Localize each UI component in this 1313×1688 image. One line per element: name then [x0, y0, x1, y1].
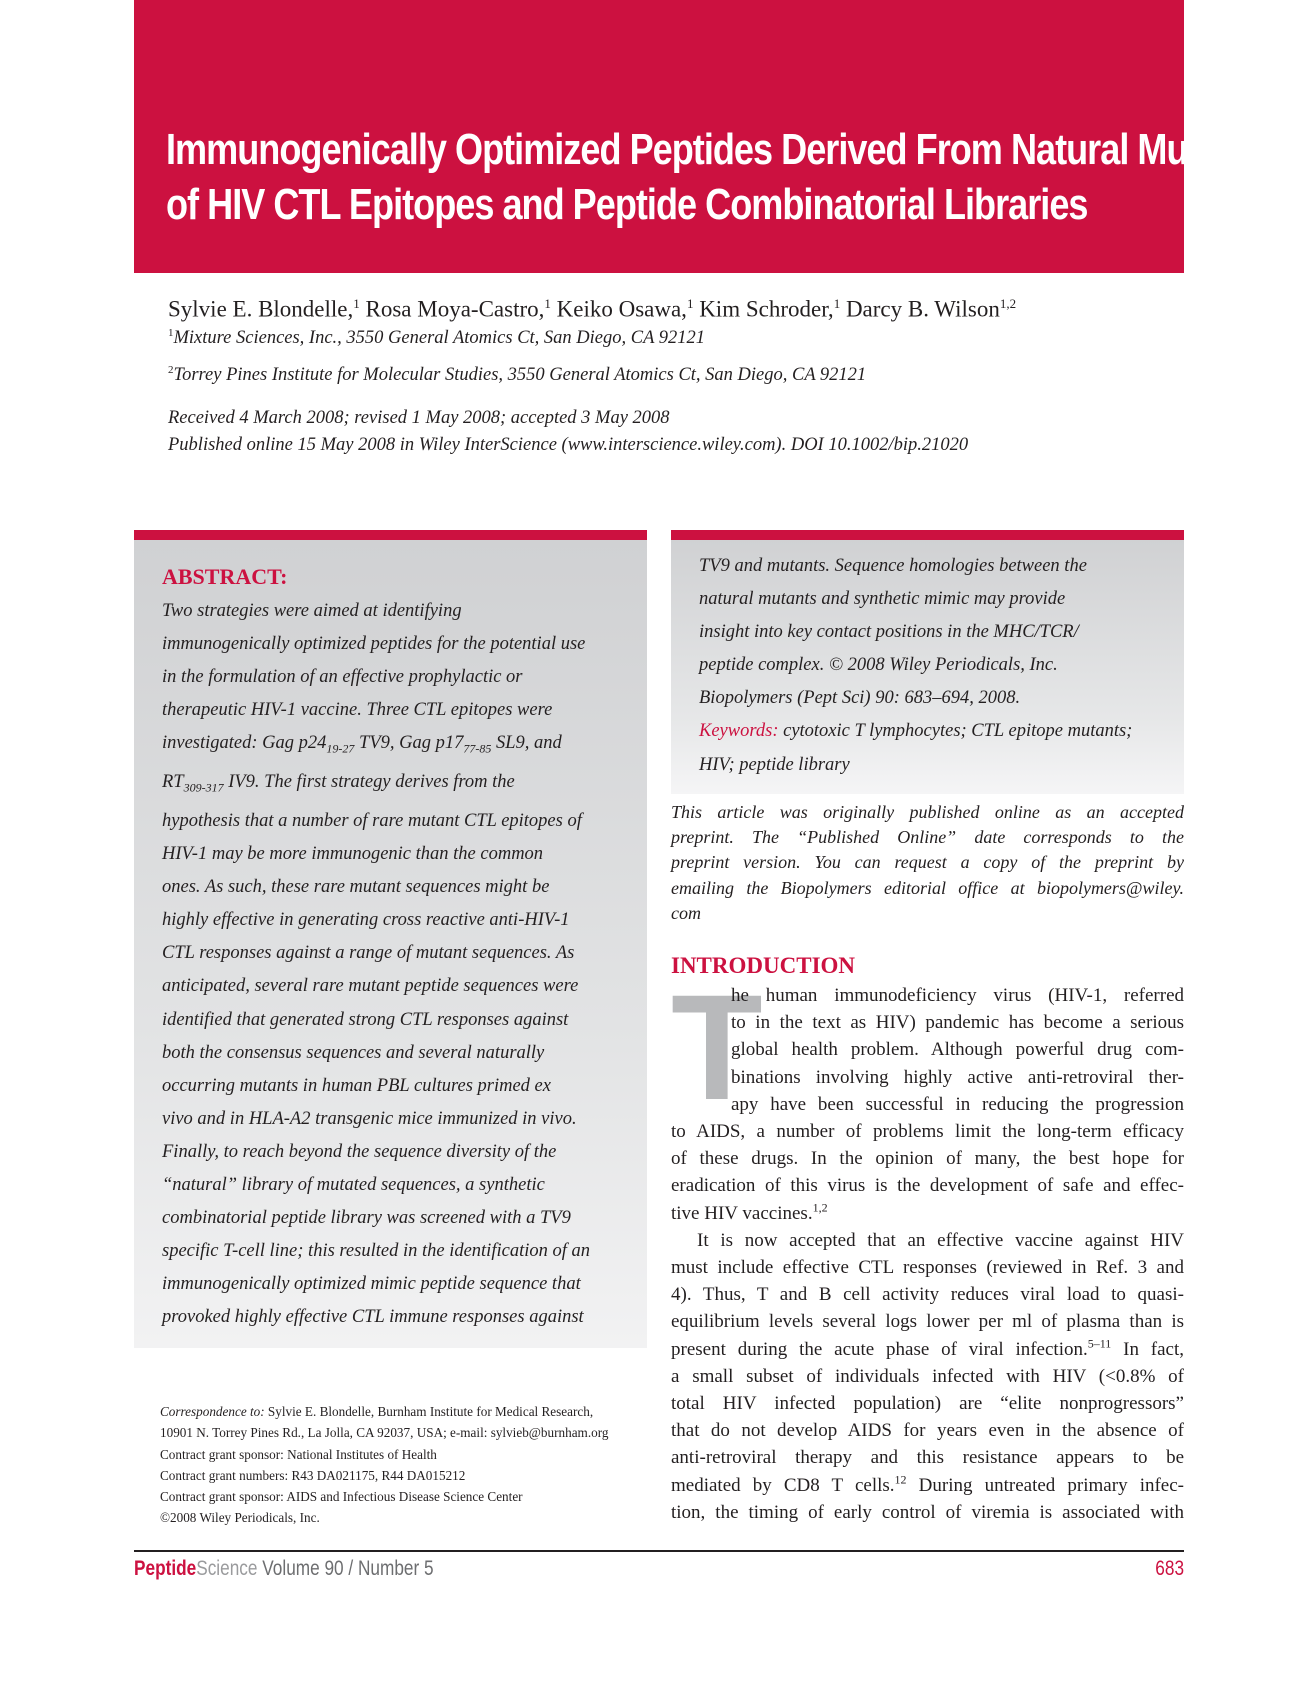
body-line: of these drugs. In the opinion of many, the best hope for — [671, 1148, 1184, 1170]
title-line: of HIV CTL Epitopes and Peptide Combinatorial Libraries — [166, 180, 1088, 229]
body-line — [671, 1472, 1184, 1499]
abstract-line: ones. As such, these rare mutant sequences might be — [162, 877, 550, 898]
body-line: It is now accepted that an effective vaccine against HIV — [697, 1229, 1184, 1251]
footnote-line: 10901 N. Torrey Pines Rd., La Jolla, CA 92037, USA; e-mail: sylvieb@burnham.org — [160, 1425, 609, 1441]
body-line: a small subset of individuals infected with HIV (<0.8% of — [671, 1365, 1184, 1387]
footnote-line — [160, 1401, 608, 1422]
body-line: eradication of this virus is the development of safe and effec- — [671, 1175, 1184, 1197]
author: Rosa Moya-Castro, — [365, 296, 545, 322]
abstract-line: combinatorial peptide library was screened with a TV9 — [162, 1208, 571, 1229]
abstract-fragment: investigated: Gag p24 — [162, 733, 327, 754]
body-line: apy have been successful in reducing the progression — [731, 1093, 1184, 1115]
footnote-fragment: Sylvie E. Blondelle, Burnham Institute for Medical Research, — [264, 1404, 594, 1419]
affiliation-text: Mixture Sciences, Inc., 3550 General Atomics Ct, San Diego, CA 92121 — [173, 328, 705, 349]
volume-info: Volume 90 / Number 5 — [257, 1557, 434, 1580]
abstract-line: both the consensus sequences and several naturally — [162, 1042, 545, 1063]
keywords: cytotoxic T lymphocytes; CTL epitope mutants; — [778, 721, 1133, 742]
abstract-continuation-box — [671, 530, 1184, 794]
abstract-heading: ABSTRACT: — [162, 564, 288, 589]
body-line: global health problem. Although powerful drug com- — [731, 1039, 1184, 1061]
abstract-line: therapeutic HIV-1 vaccine. Three CTL epitopes were — [162, 700, 553, 721]
footnote-line: Contract grant sponsor: National Institutes of Health — [160, 1446, 437, 1462]
abstract-fragment: SL9, and — [491, 733, 562, 754]
footnote-line: Contract grant numbers: R43 DA021175, R44 DA015212 — [160, 1467, 466, 1483]
affiliation-number: 1 — [168, 327, 174, 339]
abstract-line: provoked highly effective CTL immune responses against — [162, 1307, 584, 1328]
introduction-heading: INTRODUCTION — [671, 953, 856, 978]
body-fragment: present during the acute phase of viral infection. — [671, 1338, 1088, 1360]
body-line: he human immunodeficiency virus (HIV-1, referred — [731, 985, 1184, 1006]
journal-brand: Peptide — [134, 1557, 197, 1580]
abstract-fragment: IV9. The first strategy derives from the — [223, 772, 515, 793]
abstract-line: Two strategies were aimed at identifying — [162, 601, 462, 621]
author: Keiko Osawa, — [556, 296, 687, 322]
note-line: emailing the Biopolymers editorial office at biopolymers@wiley. — [671, 877, 1184, 898]
author: Darcy B. Wilson — [845, 296, 1000, 322]
abstract-fragment: RT — [162, 772, 184, 793]
abstract-line: insight into key contact positions in the MHC/TCR/ — [699, 622, 1079, 643]
abstract-text — [699, 550, 1132, 782]
abstract-line: Biopolymers (Pept Sci) 90: 683–694, 2008. — [699, 688, 1021, 709]
keywords-line: HIV; peptide library — [699, 754, 850, 775]
body-line: total HIV infected population) are “elite nonprogressors” — [671, 1393, 1184, 1415]
abstract-line: hypothesis that a number of rare mutant CTL epitopes of — [162, 810, 582, 831]
footnote-line: ©2008 Wiley Periodicals, Inc. — [160, 1510, 320, 1526]
note-line: com — [671, 902, 701, 923]
body-fragment: In fact, — [1111, 1338, 1184, 1360]
body-line: to in the text as HIV) pandemic has become a serious — [731, 1012, 1184, 1034]
subscript: 77-85 — [463, 742, 492, 757]
citation-ref: 1,2 — [812, 1200, 828, 1215]
body-line: anti-retroviral therapy and this resistance appears to be — [671, 1447, 1184, 1469]
abstract-line: CTL responses against a range of mutant sequences. As — [162, 943, 575, 964]
author-list — [168, 296, 1016, 323]
body-fragment: tive HIV vaccines. — [671, 1202, 813, 1224]
body-fragment: During untreated primary infec- — [906, 1474, 1184, 1496]
journal-brand-suffix: Science — [196, 1557, 258, 1580]
abstract-line: anticipated, several rare mutant peptide sequences were — [162, 976, 579, 997]
abstract-line: immunogenically optimized mimic peptide sequence that — [162, 1274, 581, 1295]
citation-ref: 5–11 — [1087, 1336, 1112, 1351]
subscript: 309-317 — [183, 780, 224, 795]
footer-rule — [134, 1550, 1184, 1552]
subscript: 19-27 — [326, 742, 355, 757]
author: Sylvie E. Blondelle, — [168, 296, 354, 322]
footnote-line: Contract grant sponsor: AIDS and Infectious Disease Science Center — [160, 1489, 523, 1505]
received-dates: Received 4 March 2008; revised 1 May 2008; accepted 3 May 2008 — [168, 408, 670, 428]
abstract-line: vivo and in HLA-A2 transgenic mice immunized in vivo. — [162, 1108, 577, 1129]
page-number: 683 — [1155, 1557, 1184, 1580]
drop-cap: T — [671, 963, 763, 1131]
preprint-note — [671, 800, 1184, 926]
author-affil-ref: 1 — [544, 296, 551, 311]
body-line — [671, 1336, 1184, 1363]
note-line: This article was originally published online as an accepted — [671, 802, 1184, 822]
title-banner — [134, 0, 1269, 273]
abstract-line: highly effective in generating cross reactive anti-HIV-1 — [162, 910, 570, 931]
abstract-line: “natural” library of mutated sequences, a synthetic — [162, 1174, 545, 1195]
abstract-line: peptide complex. © 2008 Wiley Periodicals, Inc. — [699, 655, 1058, 676]
affiliation-text: Torrey Pines Institute for Molecular Studies, 3550 General Atomics Ct, San Diego, CA 92121 — [173, 365, 867, 386]
correspondence-footnote — [160, 1401, 608, 1529]
body-line: to AIDS, a number of problems limit the long-term efficacy — [671, 1121, 1184, 1143]
abstract-line — [162, 727, 590, 766]
affiliation — [168, 364, 866, 386]
author: Kim Schroder, — [699, 296, 834, 322]
abstract-line: Finally, to reach beyond the sequence diversity of the — [162, 1141, 557, 1162]
abstract-text — [162, 595, 590, 1334]
keywords-label: Keywords: — [699, 721, 779, 742]
abstract-line: immunogenically optimized peptides for the potential use — [162, 634, 586, 655]
abstract-line: in the formulation of an effective prophylactic or — [162, 667, 523, 688]
abstract-line — [162, 766, 590, 805]
body-fragment: mediated by CD8 T cells. — [671, 1474, 895, 1496]
body-line: binations involving highly active anti-retroviral ther- — [731, 1066, 1184, 1088]
author-affil-ref: 1 — [686, 296, 694, 311]
abstract-box — [134, 530, 647, 1348]
abstract-fragment: TV9, Gag p17 — [354, 733, 464, 754]
author-affil-ref: 1 — [833, 296, 841, 311]
body-line — [671, 1200, 1184, 1227]
affiliation — [168, 327, 705, 349]
body-line: tion, the timing of early control of viremia is associated with — [671, 1501, 1184, 1523]
article-title — [166, 122, 1269, 232]
abstract-line: occurring mutants in human PBL cultures primed ex — [162, 1075, 551, 1096]
published-online: Published online 15 May 2008 in Wiley InterScience (www.interscience.wiley.com). DOI 10.1002/bip.21020 — [168, 435, 969, 455]
body-line: equilibrium levels several logs lower per ml of plasma than is — [671, 1311, 1184, 1333]
author-affil-ref: 1,2 — [999, 296, 1017, 311]
citation-ref: 12 — [894, 1472, 907, 1487]
body-line: must include effective CTL responses (reviewed in Ref. 3 and — [671, 1257, 1184, 1279]
correspondence-label: Correspondence to: — [160, 1404, 265, 1419]
abstract-line: identified that generated strong CTL responses against — [162, 1009, 569, 1030]
affiliation-number: 2 — [168, 364, 174, 376]
abstract-line: natural mutants and synthetic mimic may provide — [699, 589, 1066, 610]
note-line: preprint version. You can request a copy of the preprint by — [671, 852, 1184, 873]
author-affil-ref: 1 — [353, 296, 360, 311]
journal-footer — [134, 1557, 434, 1581]
body-line: that do not develop AIDS for years even in the absence of — [671, 1420, 1184, 1442]
keywords-line — [699, 715, 1132, 748]
note-line: preprint. The “Published Online” date corresponds to the — [671, 827, 1184, 848]
title-line: Immunogenically Optimized Peptides Derived From Natural Mutants — [166, 125, 1269, 174]
abstract-line: TV9 and mutants. Sequence homologies between the — [699, 556, 1087, 576]
abstract-line: HIV-1 may be more immunogenic than the common — [162, 844, 544, 865]
abstract-line: specific T-cell line; this resulted in the identification of an — [162, 1241, 590, 1262]
body-line: 4). Thus, T and B cell activity reduces viral load to quasi- — [671, 1284, 1184, 1306]
